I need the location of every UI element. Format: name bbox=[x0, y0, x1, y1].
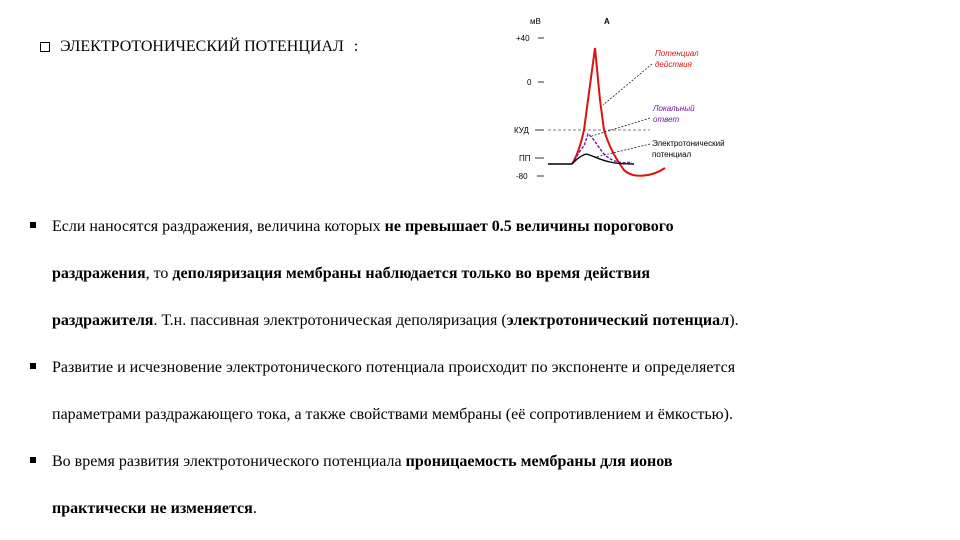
bullet-line bbox=[52, 250, 940, 297]
text-segment: параметрами раздражающего тока, а также свойствами мембраны (её сопротивлением и ёмкостью). bbox=[52, 406, 733, 423]
local-response-label-1: Локальный bbox=[653, 104, 695, 113]
slide-title bbox=[40, 38, 358, 56]
text-segment: . Т.н. пассивная электротоническая деполяризация ( bbox=[153, 312, 507, 329]
square-bullet-icon bbox=[30, 457, 36, 463]
local-response-label-2: ответ bbox=[653, 115, 680, 124]
bullet-item bbox=[30, 203, 940, 344]
bold-text-segment: не превышает 0.5 величины порогового bbox=[384, 218, 674, 235]
action-potential-label-1: Потенциал bbox=[655, 49, 699, 58]
bold-text-segment: проницаемость мембраны для ионов bbox=[405, 453, 673, 470]
y-label-threshold: КУД bbox=[514, 126, 529, 135]
slide-title-text: ЭЛЕКТРОТОНИЧЕСКИЙ ПОТЕНЦИАЛ bbox=[60, 38, 344, 55]
y-label-minus80: -80 bbox=[516, 172, 528, 181]
text-segment: Во время развития электротонического потенциала bbox=[52, 453, 406, 470]
slide-title-colon: : bbox=[353, 38, 359, 55]
y-label-resting: ПП bbox=[519, 154, 531, 163]
bullet-item bbox=[30, 438, 940, 532]
square-bullet-icon bbox=[30, 222, 36, 228]
text-segment: . bbox=[252, 500, 257, 517]
electrotonic-label-1: Электротонический bbox=[652, 139, 725, 148]
bullet-line bbox=[52, 297, 940, 344]
unit-label: мВ bbox=[530, 17, 541, 26]
panel-label: А bbox=[604, 17, 610, 26]
square-bullet-icon bbox=[30, 363, 36, 369]
text-segment: Развитие и исчезновение электротонического потенциала происходит по экспоненте и определяется bbox=[52, 359, 736, 376]
bullet-line bbox=[52, 203, 940, 250]
bold-text-segment: раздражителя bbox=[52, 312, 154, 329]
bold-text-segment: практически не изменяется bbox=[52, 500, 253, 517]
text-segment: Если наносятся раздражения, величина которых bbox=[52, 218, 385, 235]
text-segment: ). bbox=[729, 312, 739, 329]
potential-diagram bbox=[500, 10, 760, 190]
bullet-line bbox=[52, 344, 940, 391]
bullet-item bbox=[30, 344, 940, 438]
checkbox-bullet-icon bbox=[40, 42, 50, 52]
electrotonic-label-2: потенциал bbox=[652, 150, 692, 159]
action-potential-label-2: действия bbox=[655, 60, 692, 69]
y-label-zero: 0 bbox=[527, 78, 532, 87]
text-segment: , то bbox=[145, 265, 173, 282]
bold-text-segment: деполяризация мембраны наблюдается только во время действия bbox=[172, 265, 651, 282]
bold-text-segment: раздражения bbox=[52, 265, 146, 282]
bullet-line bbox=[52, 485, 940, 532]
bullet-list bbox=[30, 203, 940, 532]
bold-text-segment: электротонический потенциал bbox=[506, 312, 730, 329]
bullet-line bbox=[52, 438, 940, 485]
bullet-line bbox=[52, 391, 940, 438]
potential-figure bbox=[500, 10, 760, 190]
y-label-plus40: +40 bbox=[516, 34, 530, 43]
